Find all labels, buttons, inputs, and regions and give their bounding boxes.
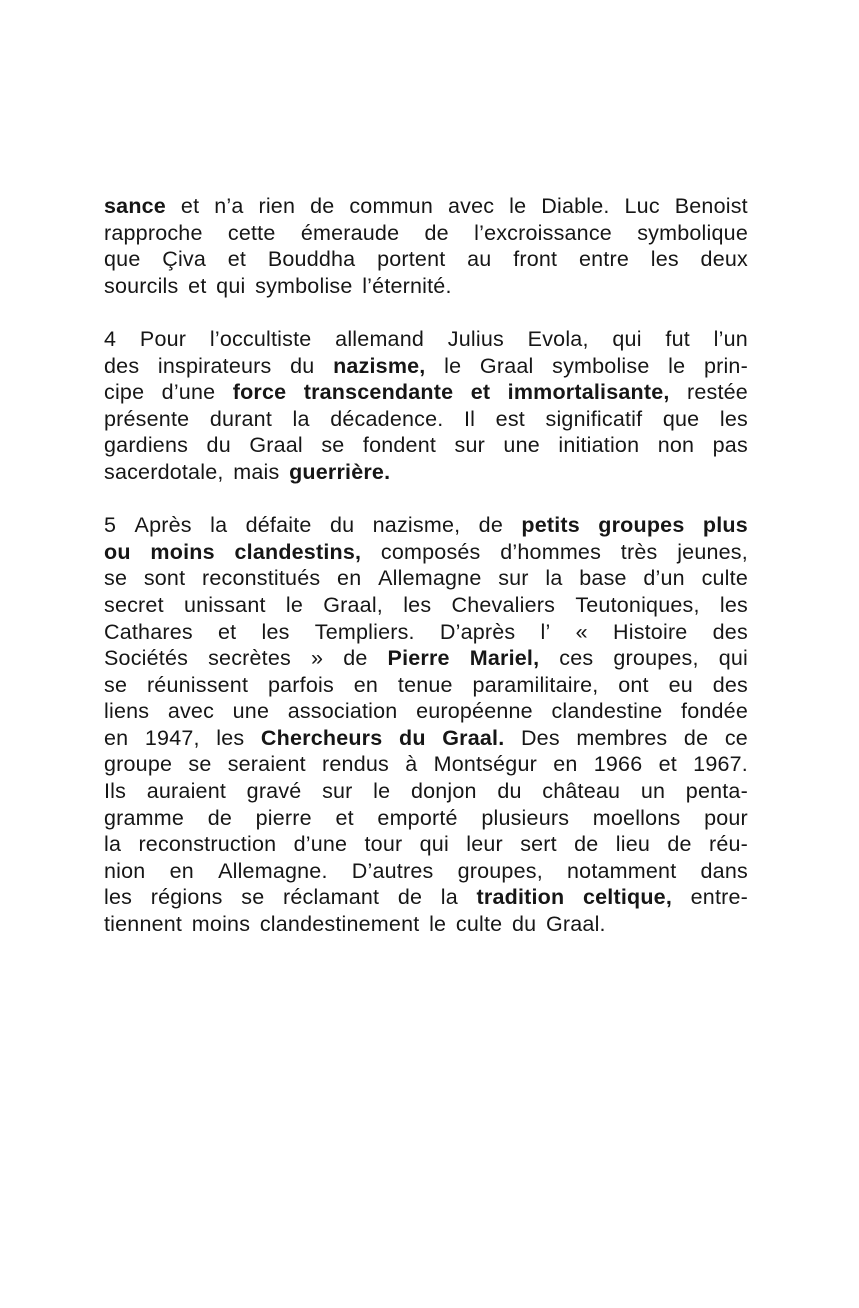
word: clandestinement: [259, 912, 420, 937]
word: allemand: [335, 326, 425, 351]
word: inspirateurs: [157, 353, 272, 378]
word: et: [335, 805, 354, 830]
text-line: [104, 273, 748, 300]
word: fut: [665, 326, 690, 351]
word: ces: [559, 646, 594, 671]
word: de: [343, 646, 368, 671]
word: la: [292, 406, 310, 431]
bold-word: plus: [702, 513, 748, 538]
word: européenne: [416, 699, 533, 724]
text-line: [104, 592, 748, 619]
word: culte: [455, 912, 503, 937]
word: tenue: [397, 672, 453, 697]
word: qui: [718, 646, 748, 671]
word: de: [310, 194, 335, 218]
word: les: [216, 725, 245, 750]
text-line: [104, 565, 748, 592]
word: restée: [686, 380, 748, 405]
text-line: [104, 619, 748, 646]
word: réunissent: [146, 672, 249, 697]
word: et: [218, 619, 237, 644]
text-line: [104, 512, 748, 539]
word: d’une: [161, 380, 216, 405]
word: des: [104, 353, 140, 378]
word: pour: [704, 805, 748, 830]
word: eu: [668, 672, 693, 697]
word: non: [657, 433, 695, 458]
word: D’autres: [351, 858, 434, 883]
bold-word: Pierre: [387, 646, 450, 671]
word: notamment: [567, 858, 677, 883]
word: de: [683, 725, 709, 750]
word: sert: [520, 832, 557, 857]
word: et: [188, 273, 207, 298]
word: la: [440, 885, 458, 910]
bold-word: clandestins,: [234, 539, 362, 564]
word: de: [424, 220, 449, 245]
word: gramme: [104, 805, 185, 830]
word: les: [650, 247, 679, 272]
word: se: [241, 885, 265, 910]
word: «: [575, 619, 588, 644]
word: qui: [216, 273, 246, 298]
text-line: [104, 698, 748, 725]
word: nion: [104, 858, 146, 883]
text-line: [104, 805, 748, 832]
word: une: [503, 433, 540, 458]
word: au: [467, 247, 492, 272]
text-line: [104, 645, 748, 672]
text-line: [104, 672, 748, 699]
word: plusieurs: [481, 805, 570, 830]
word: sur: [454, 433, 485, 458]
word: 1966: [593, 752, 643, 777]
text-line: [104, 831, 748, 858]
word: le: [373, 779, 391, 804]
word: du: [206, 433, 231, 458]
word: avec: [447, 194, 495, 218]
word: moellons: [592, 805, 681, 830]
word: le: [668, 353, 686, 378]
word: 1947,: [144, 725, 200, 750]
word: 5: [104, 513, 117, 538]
word: l’: [540, 619, 551, 644]
bold-word: sance: [104, 194, 166, 218]
paragraph: [104, 512, 748, 938]
word: 4: [104, 326, 117, 351]
word: Chevaliers: [451, 592, 556, 617]
word: mais: [233, 459, 280, 484]
word: emporté: [377, 805, 458, 830]
word: penta-: [685, 779, 748, 804]
word: sur: [498, 566, 529, 591]
text-line: [104, 353, 748, 380]
word: n’a: [214, 194, 244, 218]
word: le: [285, 592, 304, 617]
text-line: [104, 539, 748, 566]
word: à: [405, 752, 418, 777]
word: Allemagne.: [218, 858, 328, 883]
word: clandestine: [551, 699, 663, 724]
word: leur: [466, 832, 503, 857]
paragraph: [104, 193, 748, 299]
bold-word: du: [398, 725, 426, 750]
word: du: [290, 353, 315, 378]
bold-word: transcendante: [303, 380, 454, 405]
body-text: [104, 193, 748, 964]
word: et: [227, 247, 247, 272]
word: sourcils: [104, 273, 179, 298]
paragraph: [104, 326, 748, 486]
text-line: [104, 379, 748, 406]
word: association: [287, 699, 398, 724]
word: Çiva: [162, 247, 207, 272]
word: Cathares: [104, 619, 193, 644]
word: composés: [380, 539, 481, 564]
word: lieu: [615, 832, 651, 857]
word: rendus: [322, 752, 389, 777]
word: culte: [701, 566, 748, 591]
word: décadence.: [330, 406, 444, 431]
word: émeraude: [300, 220, 400, 245]
word: unissant: [183, 592, 266, 617]
word: deux: [700, 247, 748, 272]
word: seraient: [227, 752, 306, 777]
word: reconstitués: [202, 566, 321, 591]
word: dans: [700, 858, 748, 883]
word: secrètes: [208, 646, 291, 671]
word: symbolique: [637, 220, 748, 245]
text-line: [104, 778, 748, 805]
word: qui: [419, 832, 449, 857]
word: avec: [167, 699, 215, 724]
text-line: [104, 911, 748, 938]
bold-word: tradition: [476, 885, 565, 910]
word: les: [719, 592, 748, 617]
word: château: [542, 779, 621, 804]
word: Evola,: [527, 326, 589, 351]
word: Graal: [249, 433, 303, 458]
text-line: [104, 326, 748, 353]
word: tiennent: [104, 912, 183, 937]
word: un: [640, 779, 666, 804]
word: groupe: [104, 752, 173, 777]
word: présente: [104, 406, 190, 431]
word: gardiens: [104, 433, 189, 458]
word: de: [207, 805, 233, 830]
bold-word: nazisme,: [333, 353, 426, 378]
word: se: [188, 752, 212, 777]
word: est: [495, 406, 525, 431]
word: en: [169, 858, 194, 883]
word: en: [553, 752, 578, 777]
word: symbolise: [552, 353, 650, 378]
word: réclamant: [283, 885, 380, 910]
word: membres: [576, 725, 668, 750]
text-line: [104, 432, 748, 459]
word: fondée: [681, 699, 748, 724]
word: l’un: [713, 326, 748, 351]
word: Histoire: [612, 619, 688, 644]
word: jeunes,: [677, 539, 748, 564]
word: en: [353, 672, 379, 697]
word: des: [712, 672, 748, 697]
word: régions: [150, 885, 223, 910]
word: de: [574, 832, 599, 857]
word: d’un: [643, 566, 685, 591]
word: base: [579, 566, 627, 591]
word: portent: [377, 247, 446, 272]
word: la: [545, 566, 563, 591]
word: la: [210, 513, 228, 538]
word: se: [321, 433, 345, 458]
bold-word: Chercheurs: [260, 725, 383, 750]
word: et: [180, 194, 200, 218]
word: parfois: [267, 672, 334, 697]
word: très: [620, 539, 658, 564]
bold-word: Graal.: [442, 725, 505, 750]
word: se: [104, 566, 128, 591]
word: qui: [612, 326, 642, 351]
word: moins: [191, 912, 251, 937]
word: Pour: [139, 326, 187, 351]
word: groupes,: [457, 858, 543, 883]
word: durant: [209, 406, 272, 431]
word: réu-: [708, 832, 748, 857]
word: symbolise: [255, 273, 353, 298]
word: défaite: [245, 513, 312, 538]
word: sont: [143, 566, 186, 591]
bold-word: celtique,: [582, 885, 672, 910]
word: sacerdotale,: [104, 459, 224, 484]
word: ont: [618, 672, 649, 697]
word: le: [444, 353, 462, 378]
word: se: [104, 672, 128, 697]
word: ce: [724, 725, 748, 750]
word: du: [329, 513, 355, 538]
word: l’éternité.: [362, 273, 452, 298]
word: cette: [227, 220, 276, 245]
word: Graal: [479, 353, 534, 378]
word: cipe: [104, 380, 145, 405]
word: entre: [578, 247, 629, 272]
word: Montségur: [433, 752, 537, 777]
word: reconstruction: [138, 832, 277, 857]
word: les: [719, 406, 748, 431]
word: Graal.: [545, 912, 606, 937]
text-line: [104, 858, 748, 885]
word: d’hommes: [500, 539, 602, 564]
word: et: [658, 752, 677, 777]
word: Allemagne: [378, 566, 482, 591]
word: significatif: [545, 406, 643, 431]
word: de: [667, 832, 692, 857]
word: en: [337, 566, 362, 591]
word: gravé: [246, 779, 302, 804]
word: front: [513, 247, 558, 272]
word: Julius: [447, 326, 504, 351]
word: le: [509, 194, 527, 218]
word: nazisme,: [372, 513, 461, 538]
word: Teutoniques,: [575, 592, 700, 617]
text-line: [104, 220, 748, 247]
text-line: [104, 725, 748, 752]
word: rien: [258, 194, 296, 218]
text-line: [104, 406, 748, 433]
word: que: [104, 247, 141, 272]
bold-word: ou: [104, 539, 131, 564]
word: Des: [520, 725, 560, 750]
word: Templiers.: [314, 619, 415, 644]
word: du: [511, 912, 537, 937]
text-line: [104, 459, 748, 486]
bold-word: Mariel,: [469, 646, 540, 671]
word: Benoist: [674, 194, 748, 218]
word: entre-: [690, 885, 748, 910]
word: les: [261, 619, 290, 644]
word: d’une: [293, 832, 348, 857]
word: en: [104, 725, 129, 750]
word: le: [429, 912, 447, 937]
text-line: [104, 193, 748, 220]
word: pas: [712, 433, 748, 458]
word: une: [232, 699, 270, 724]
word: Sociétés: [104, 646, 189, 671]
word: l’occultiste: [209, 326, 312, 351]
bold-word: petits: [521, 513, 580, 538]
word: des: [712, 619, 748, 644]
text-line: [104, 751, 748, 778]
bold-word: groupes: [598, 513, 685, 538]
word: initiation: [558, 433, 640, 458]
word: sur: [322, 779, 353, 804]
bold-word: immortalisante,: [507, 380, 670, 405]
word: prin-: [703, 353, 748, 378]
word: Diable.: [541, 194, 610, 218]
word: »: [310, 646, 324, 671]
word: de: [397, 885, 423, 910]
word: Luc: [624, 194, 660, 218]
word: 1967.: [693, 752, 748, 777]
word: liens: [104, 699, 150, 724]
word: Il: [463, 406, 476, 431]
word: secret: [104, 592, 164, 617]
text-line: [104, 884, 748, 911]
bold-word: moins: [150, 539, 215, 564]
word: fondent: [362, 433, 437, 458]
word: tour: [364, 832, 403, 857]
word: du: [497, 779, 522, 804]
word: que: [662, 406, 700, 431]
word: Bouddha: [267, 247, 356, 272]
word: D’après: [439, 619, 516, 644]
word: l’excroissance: [474, 220, 612, 245]
word: de: [478, 513, 503, 538]
word: groupes,: [613, 646, 699, 671]
bold-word: et: [470, 380, 491, 405]
word: paramilitaire,: [472, 672, 599, 697]
word: auraient: [146, 779, 227, 804]
text-line: [104, 246, 748, 273]
word: rapproche: [104, 220, 203, 245]
word: Graal,: [323, 592, 383, 617]
word: les: [403, 592, 432, 617]
word: Ils: [104, 779, 127, 804]
word: la: [104, 832, 122, 857]
word: donjon: [410, 779, 477, 804]
word: Après: [134, 513, 192, 538]
word: les: [104, 885, 133, 910]
word: commun: [349, 194, 434, 218]
bold-word: guerrière.: [289, 459, 391, 484]
bold-word: force: [232, 380, 287, 405]
word: pierre: [255, 805, 312, 830]
